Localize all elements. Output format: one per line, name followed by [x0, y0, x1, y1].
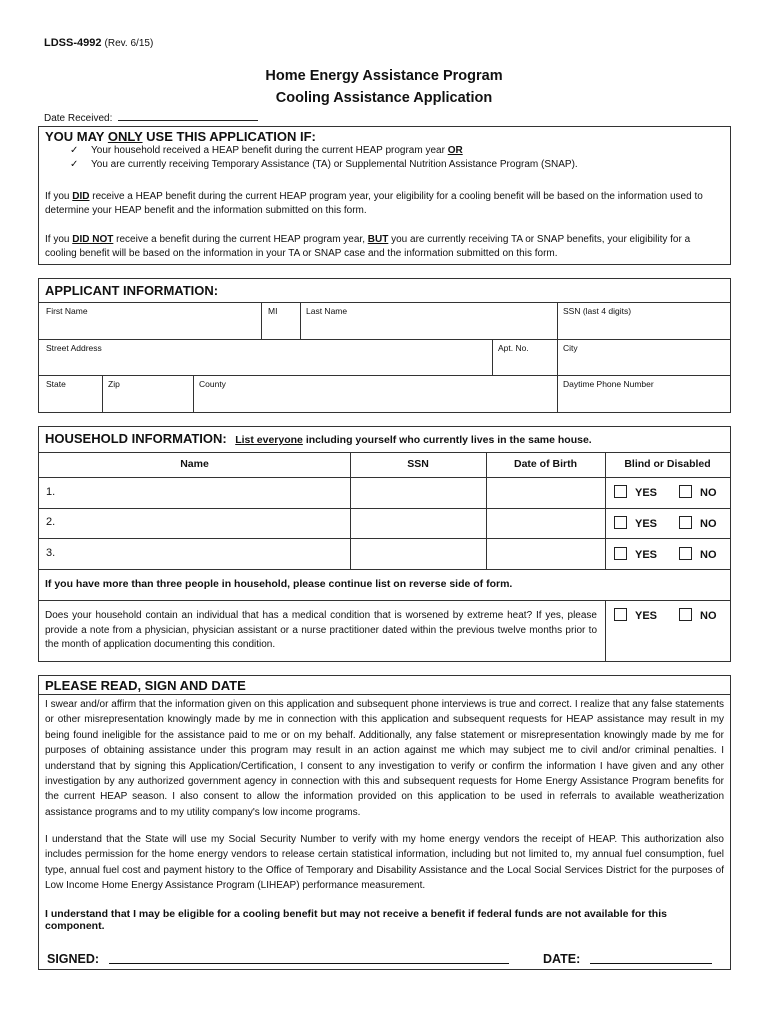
para-didnot-mid: receive a benefit during the current HEAP program year, — [113, 234, 368, 245]
yes-label: YES — [635, 518, 658, 530]
date-label: DATE: — [543, 952, 581, 966]
divider — [557, 375, 558, 412]
date-signed — [543, 951, 712, 966]
signature — [47, 951, 509, 966]
date-received-field[interactable] — [118, 111, 258, 121]
last-name-field[interactable]: Last Name — [306, 306, 348, 316]
divider — [102, 375, 103, 412]
phone-field[interactable]: Daytime Phone Number — [563, 379, 654, 389]
date-received — [44, 111, 258, 124]
col-header-dob: Date of Birth — [514, 458, 577, 470]
medical-question: Does your household contain an individual that has a medical condition that is worsened by extreme heat? If yes, please provide a note from a physician, physician assistant or a nurse practitioner dated within the previous twelve months prior to the month of application documenting this condition. — [45, 610, 597, 650]
more-people-note: If you have more than three people in household, please continue list on reverse side of form. — [45, 578, 513, 590]
sign-para-2: I understand that the State will use my Social Security Number to verify with my home energy vendors the receipt of HEAP. This authorization also includes permission for the home energy vendors to release certain statistical information, including but not limited to, my annual fuel consumption, fuel type, annual fuel cost and payment history to the Office of Temporary and Disability Assistance and the Local Social Services District for the purposes of Low Income Home Energy Assistance Program (LIHEAP) performance measurement. — [45, 834, 724, 892]
para-did-post: receive a HEAP benefit during the current HEAP program year, your eligibility for a cooling benefit will be based on the information used to determine your HEAP benefit and the information submitted on this form. — [45, 191, 703, 216]
mi-field[interactable]: MI — [268, 306, 278, 316]
sign-para-1: I swear and/or affirm that the information given on this application and subsequent phone interviews is true and correct. I realize that any false statements or other misrepresentation knowingly made by me in connection with this application and subsequent requests for HEAP assistance may result in my being found ineligible for the assistance paid to me or on my behalf. Additionally, any false statement or misrepresentation knowingly made by me for purposes of obtaining assistance under this program may result in an action against me which may subject me to civil and/or criminal penalties. I understand that by signing this Application/Certification, I consent to any investigation to verify or confirm the information I have given and any other investigation by any authorized government agency in connection with this and subsequent requests for Home Energy Assistance Program benefits for the current HEAP season. I also consent to allow the information provided on this application to be used in referrals to available weatherization assistance programs and to my utility company's low income programs. — [45, 699, 724, 818]
sign-section — [38, 675, 731, 970]
no-label: NO — [700, 487, 717, 499]
date-field[interactable] — [590, 951, 712, 964]
eligibility-title-pre: YOU MAY — [45, 129, 108, 144]
county-field[interactable]: County — [199, 379, 226, 389]
checkbox[interactable] — [614, 485, 627, 498]
divider — [261, 302, 262, 339]
no-option[interactable] — [679, 516, 717, 530]
para-did-emph: DID — [72, 191, 90, 202]
divider — [39, 452, 730, 453]
household-title: HOUSEHOLD INFORMATION: — [45, 431, 227, 446]
sign-title: PLEASE READ, SIGN AND DATE — [45, 678, 246, 693]
no-label: NO — [700, 518, 717, 530]
eligibility-bullet-2: You are currently receiving Temporary Assistance (TA) or Supplemental Nutrition Assistance Program (SNAP). — [91, 159, 578, 170]
para-didnot-emph: DID NOT — [72, 234, 114, 245]
checkbox[interactable] — [679, 485, 692, 498]
para-did-pre: If you — [45, 191, 73, 202]
divider — [605, 600, 606, 662]
eligibility-title-only: ONLY — [107, 129, 143, 144]
eligibility-bullet-1-text: Your household received a HEAP benefit during the current HEAP program year — [91, 145, 448, 156]
signature-field[interactable] — [109, 951, 509, 964]
checkbox[interactable] — [614, 516, 627, 529]
zip-field[interactable]: Zip — [108, 379, 120, 389]
eligibility-section — [38, 126, 731, 265]
checkbox[interactable] — [614, 608, 627, 621]
household-header — [39, 427, 730, 451]
page-title: Home Energy Assistance Program — [265, 68, 503, 84]
divider — [300, 302, 301, 339]
col-header-name: Name — [180, 458, 209, 470]
eligibility-title — [39, 127, 730, 144]
checkbox[interactable] — [614, 547, 627, 560]
yes-label: YES — [635, 610, 658, 622]
yes-label: YES — [635, 487, 658, 499]
eligibility-bullet-1 — [91, 144, 463, 158]
yes-label: YES — [635, 549, 658, 561]
eligibility-para-did-not — [39, 233, 730, 261]
yes-option[interactable] — [614, 516, 657, 530]
signed-label: SIGNED: — [47, 952, 100, 966]
table-row: 3. — [46, 547, 56, 559]
divider — [39, 600, 730, 601]
eligibility-title-post: USE THIS APPLICATION IF: — [142, 129, 316, 144]
household-subtitle-rest: including yourself who currently lives in the same house. — [302, 434, 592, 446]
city-field[interactable]: City — [563, 343, 578, 353]
divider — [39, 508, 730, 509]
form-number — [44, 37, 153, 49]
divider — [39, 302, 730, 303]
date-received-label: Date Received: — [44, 113, 113, 124]
check-icon: ✓ — [70, 159, 79, 170]
divider — [39, 477, 730, 478]
checkbox[interactable] — [679, 547, 692, 560]
apt-field[interactable]: Apt. No. — [498, 343, 529, 353]
divider — [557, 302, 558, 339]
divider — [39, 569, 730, 570]
divider — [557, 339, 558, 375]
col-header-ssn: SSN — [407, 458, 429, 470]
first-name-field[interactable]: First Name — [46, 306, 88, 316]
eligibility-para-did — [39, 190, 730, 218]
household-subtitle-u: List everyone — [235, 434, 303, 446]
divider — [193, 375, 194, 412]
applicant-title: APPLICANT INFORMATION: — [45, 283, 219, 298]
sign-para-3: I understand that I may be eligible for a cooling benefit but may not receive a benefit if federal funds are not available for this component. — [45, 908, 667, 932]
no-label: NO — [700, 549, 717, 561]
para-didnot-emph2: BUT — [367, 234, 389, 245]
table-row: 2. — [46, 516, 56, 528]
divider — [39, 339, 730, 340]
checkbox[interactable] — [679, 608, 692, 621]
yes-option[interactable] — [614, 608, 657, 622]
divider — [39, 375, 730, 376]
yes-option[interactable] — [614, 547, 657, 561]
eligibility-bullet-1-emph: OR — [447, 145, 463, 156]
divider — [39, 538, 730, 539]
no-label: NO — [700, 610, 717, 622]
divider — [492, 339, 493, 375]
household-section — [38, 426, 731, 662]
no-option[interactable] — [679, 608, 717, 622]
para-didnot-pre: If you — [45, 234, 73, 245]
form-code: LDSS-4992 — [44, 37, 102, 49]
ssn-field[interactable]: SSN (last 4 digits) — [563, 306, 632, 316]
divider — [39, 694, 730, 695]
check-icon: ✓ — [70, 145, 79, 156]
col-header-blind: Blind or Disabled — [624, 458, 711, 470]
state-field[interactable]: State — [46, 379, 66, 389]
form-revision: (Rev. 6/15) — [104, 38, 154, 49]
checkbox[interactable] — [679, 516, 692, 529]
page-subtitle: Cooling Assistance Application — [275, 90, 493, 106]
applicant-section — [38, 278, 731, 413]
household-subtitle — [235, 434, 592, 446]
table-row: 1. — [46, 486, 56, 498]
no-option[interactable] — [679, 547, 717, 561]
para-didnot-post: you are currently receiving TA or SNAP benefits, your eligibility for a cooling benefit will be based on the information in your TA or SNAP case and the information submitted on this form. — [45, 234, 691, 259]
yes-option[interactable] — [614, 485, 657, 499]
no-option[interactable] — [679, 485, 717, 499]
street-field[interactable]: Street Address — [46, 343, 102, 353]
